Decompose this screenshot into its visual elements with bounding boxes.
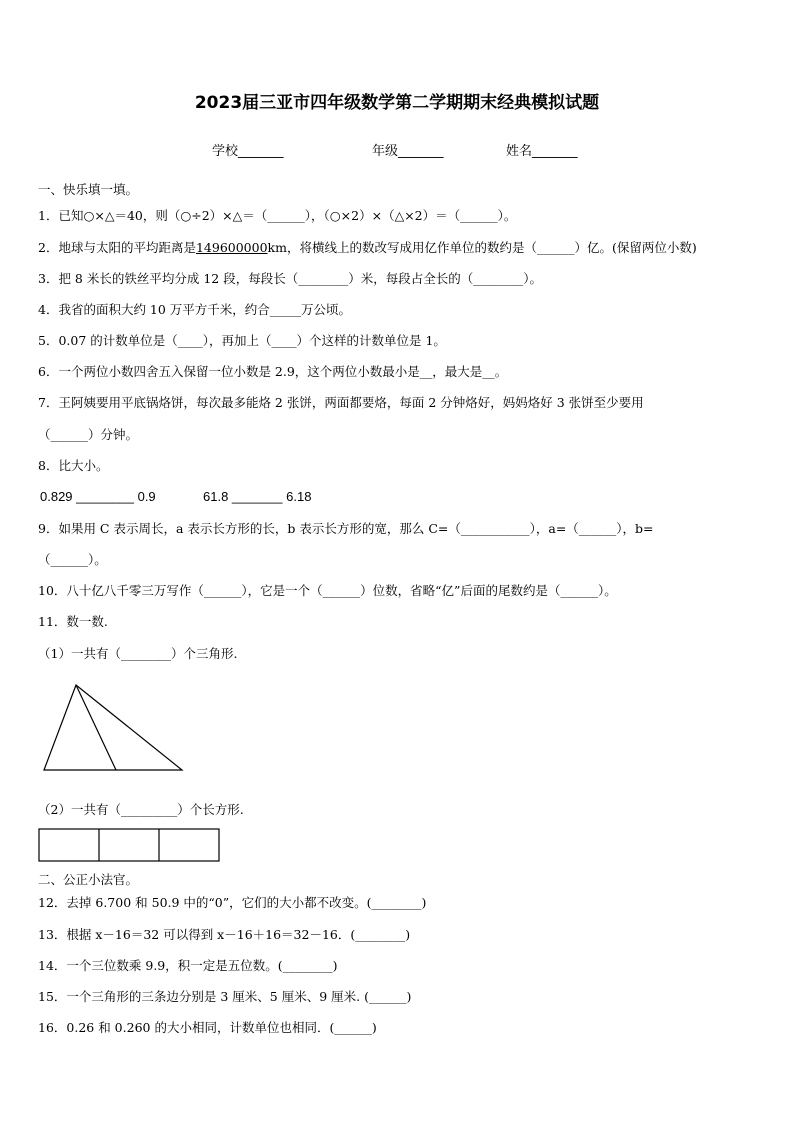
question-4: 4．我省的面积大约 10 万平方千米，约合_____万公顷。 xyxy=(38,302,352,317)
question-3: 3．把 8 米长的铁丝平均分成 12 段，每段长（________）米，每段占全长的（________）。 xyxy=(38,271,542,286)
question-1: 1．已知○×△＝40，则（○÷2）×△＝（______），（○×2）×（△×2）＝（______）。 xyxy=(38,208,517,223)
question-5: 5．0.07 的计数单位是（____），再加上（____）个这样的计数单位是 1。 xyxy=(38,333,446,348)
question-16: 16．0.26 和 0.260 的大小相同，计数单位也相同．(______) xyxy=(38,1020,377,1035)
compare-item-1: 0.829 ________ 0.9 xyxy=(40,489,156,504)
page-title: 2023届三亚市四年级数学第二学期期末经典模拟试题 xyxy=(194,93,600,113)
question-11: 11．数一数. xyxy=(38,614,108,629)
question-7-line-1: 7．王阿姨要用平底锅烙饼，每次最多能烙 2 张饼，两面都要烙，每面 2 分钟烙好，妈妈烙好 3 张饼至少要用 xyxy=(38,395,644,410)
grade-field[interactable]: 年级_______ xyxy=(372,144,444,159)
school-field[interactable]: 学校_______ xyxy=(212,144,284,159)
question-9-line-2: （______）。 xyxy=(38,552,107,567)
question-2 xyxy=(38,240,697,256)
question-10: 10．八十亿八千零三万写作（______），它是一个（______）位数，省略“亿”后面的尾数约是（______）。 xyxy=(38,583,617,598)
question-2-suffix: km，将横线上的数改写成用亿作单位的数约是（______）亿。(保留两位小数) xyxy=(267,240,697,255)
triangle-figure xyxy=(40,682,186,774)
question-7-line-2: （______）分钟。 xyxy=(38,427,139,442)
compare-item-2: 61.8 _______ 6.18 xyxy=(203,489,312,504)
question-14: 14．一个三位数乘 9.9，积一定是五位数。(________) xyxy=(38,958,338,973)
rectangles-figure xyxy=(38,828,221,863)
question-11-part-1: （1）一共有（________）个三角形. xyxy=(38,646,238,661)
question-6: 6．一个两位小数四舍五入保留一位小数是 2.9，这个两位小数最小是__，最大是__。 xyxy=(38,364,508,379)
question-8: 8．比大小。 xyxy=(38,458,109,473)
question-11-part-2: （2）一共有（_________）个长方形. xyxy=(38,802,244,817)
question-9-line-1: 9．如果用 C 表示周长，a 表示长方形的长，b 表示长方形的宽，那么 C=（___________），a=（______），b= xyxy=(38,521,654,536)
question-2-number: 149600000 xyxy=(195,240,268,255)
outer-rectangle xyxy=(39,829,219,861)
name-field[interactable]: 姓名_______ xyxy=(506,144,578,159)
question-13: 13．根据 x－16＝32 可以得到 x－16＋16＝32－16．(________) xyxy=(38,927,411,942)
question-12: 12．去掉 6.700 和 50.9 中的“0”，它们的大小都不改变。(________) xyxy=(38,895,427,910)
section-heading-true-false: 二、公正小法官。 xyxy=(38,872,139,887)
question-2-prefix: 2．地球与太阳的平均距离是 xyxy=(38,240,196,255)
question-15: 15．一个三角形的三条边分别是 3 厘米、5 厘米、9 厘米. (______) xyxy=(38,989,412,1004)
outer-triangle xyxy=(44,685,182,770)
triangle-divider xyxy=(76,685,116,770)
section-heading-fill-in: 一、快乐填一填。 xyxy=(38,182,139,197)
